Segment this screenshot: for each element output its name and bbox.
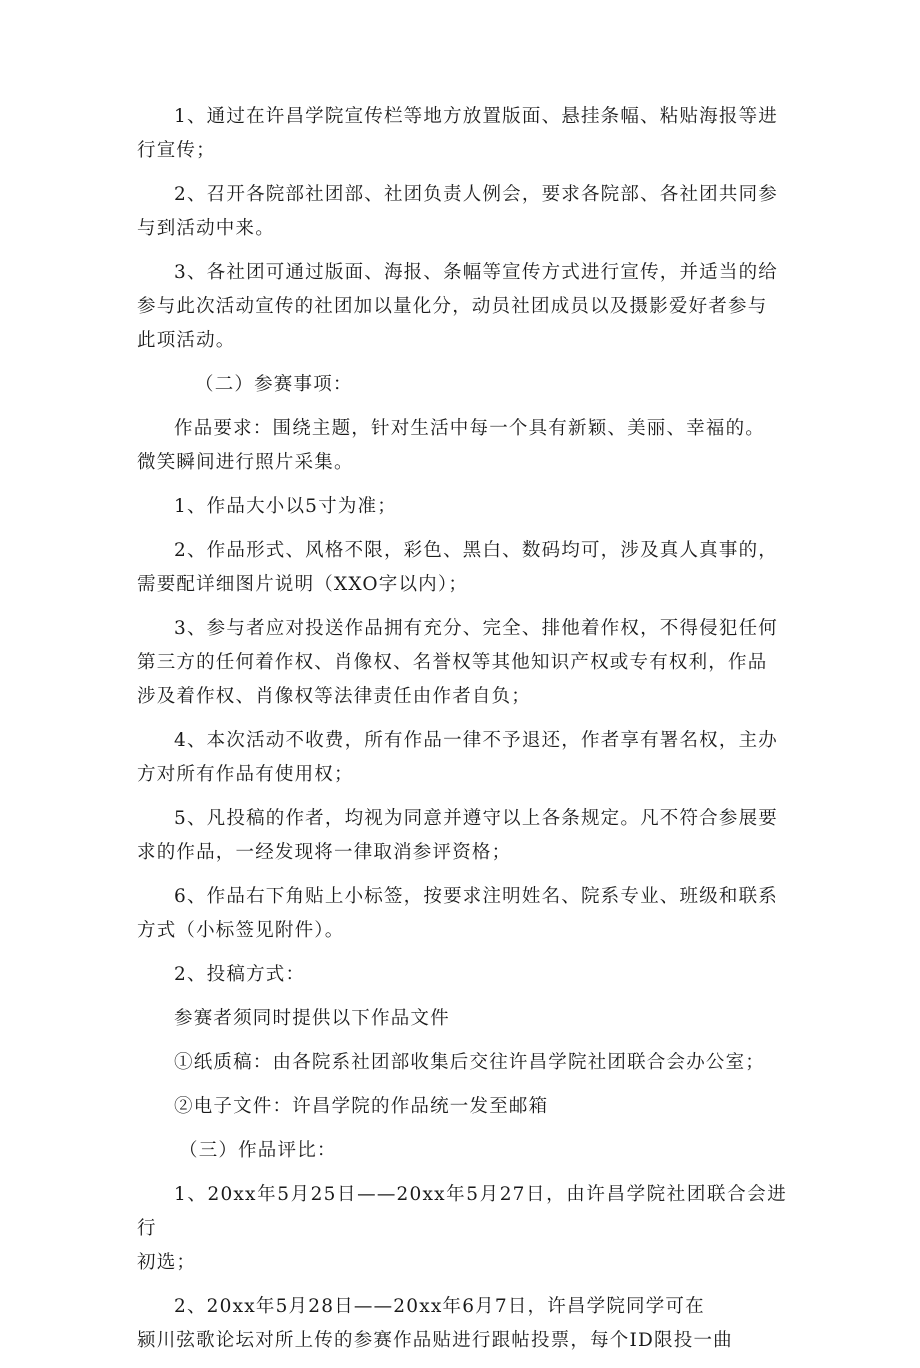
text-line: ②电子文件：许昌学院的作品统一发至邮箱 [174,1096,549,1117]
text-line: 2、投稿方式： [174,964,306,985]
paragraph-rule-2 [137,534,787,602]
paragraph-rule-6 [137,880,787,948]
text-line: 作品要求：围绕主题，针对生活中每一个具有新颖、美丽、幸福的。 [174,418,766,439]
text-line: 5、凡投稿的作者，均视为同意并遵守以上各条规定。凡不符合参展要 [174,808,778,829]
section-heading-entry-matters [137,368,787,402]
paragraph-paper-copy [137,1046,787,1080]
text-line: 与到活动中来。 [137,218,275,239]
text-line: 行宣传； [137,140,216,161]
text-line: 2、召开各院部社团部、社团负责人例会，要求各院部、各社团共同参 [174,184,778,205]
paragraph-submission-files [137,1002,787,1036]
text-line: 参与此次活动宣传的社团加以量化分，动员社团成员以及摄影爱好者参与 [137,296,768,317]
text-line: 6、作品右下角贴上小标签，按要求注明姓名、院系专业、班级和联系 [174,886,778,907]
section-heading: （三）作品评比： [179,1140,337,1161]
text-line: 3、各社团可通过版面、海报、条幅等宣传方式进行宣传，并适当的给 [174,262,778,283]
text-line: 涉及着作权、肖像权等法律责任由作者自负； [137,686,532,707]
paragraph-rule-5 [137,802,787,870]
text-line: 2、20xx年5月28日——20xx年6月7日，许昌学院同学可在 [174,1296,705,1317]
paragraph-work-requirements [137,412,787,480]
text-line: 1、作品大小以5寸为准； [174,496,397,517]
paragraph-rule-3 [137,612,787,714]
paragraph-electronic-file [137,1090,787,1124]
text-line: 2、作品形式、风格不限，彩色、黑白、数码均可，涉及真人真事的， [174,540,778,561]
text-line: 1、20xx年5月25日——20xx年5月27日，由许昌学院社团联合会进行 [137,1184,787,1239]
text-line: 此项活动。 [137,330,236,351]
text-line: 1、通过在许昌学院宣传栏等地方放置版面、悬挂条幅、粘贴海报等进 [174,106,778,127]
document-page [137,100,787,1368]
paragraph-rule-1 [137,490,787,524]
text-line: 微笑瞬间进行照片采集。 [137,452,354,473]
text-line: 初选； [137,1252,197,1273]
paragraph-publicity-2 [137,178,787,246]
paragraph-publicity-3 [137,256,787,358]
text-line: 3、参与者应对投送作品拥有充分、完全、排他着作权，不得侵犯任何 [174,618,778,639]
paragraph-publicity-1 [137,100,787,168]
text-line: 方对所有作品有使用权； [137,764,354,785]
paragraph-judging-1 [137,1178,787,1280]
section-heading-judging [137,1134,787,1168]
section-heading: （二）参赛事项： [195,374,353,395]
text-line: 颍川弦歌论坛对所上传的参赛作品贴进行跟帖投票，每个ID限投一曲 [137,1330,733,1351]
text-line: 第三方的任何着作权、肖像权、名誉权等其他知识产权或专有权利，作品 [137,652,768,673]
paragraph-submission-method [137,958,787,992]
text-line: 需要配详细图片说明（XXO字以内）； [137,574,469,595]
paragraph-rule-4 [137,724,787,792]
text-line: 参赛者须同时提供以下作品文件 [174,1008,450,1029]
text-line: 方式（小标签见附件）。 [137,920,345,941]
text-line: ①纸质稿：由各院系社团部收集后交往许昌学院社团联合会办公室； [174,1052,766,1073]
text-line: 求的作品，一经发现将一律取消参评资格； [137,842,512,863]
paragraph-judging-2 [137,1290,787,1358]
text-line: 4、本次活动不收费，所有作品一律不予退还，作者享有署名权，主办 [174,730,778,751]
